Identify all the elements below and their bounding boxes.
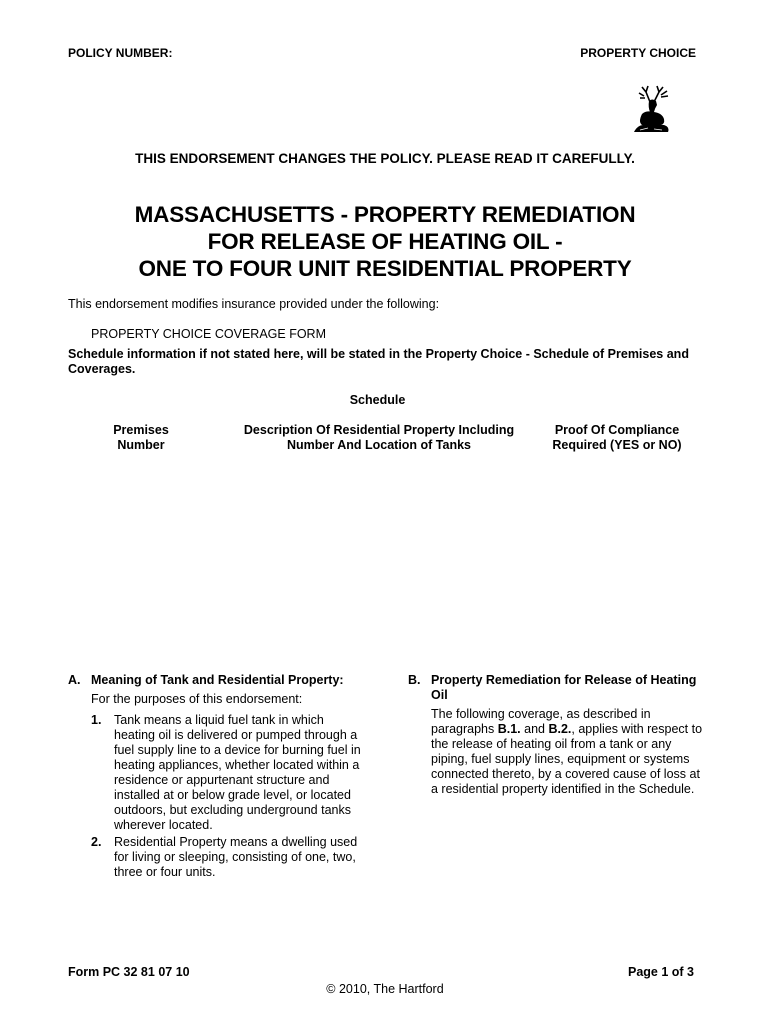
section-b-ref-b2: B.2. <box>548 722 572 736</box>
footer-page-number: Page 1 of 3 <box>628 965 694 979</box>
section-b-ref-b1: B.1. <box>497 722 521 736</box>
section-a-item-1-line: residence or appurtenant structure and <box>114 773 330 787</box>
coverage-form-name: PROPERTY CHOICE COVERAGE FORM <box>91 327 326 341</box>
schedule-col-description-line-1: Description Of Residential Property Including <box>243 423 515 437</box>
section-a-item-1-line: heating appliances, whether located within a <box>114 758 360 772</box>
section-b-line-refs <box>431 722 703 737</box>
section-b-line: a residential property identified in the Schedule. <box>431 782 695 796</box>
section-a-item-1-text <box>114 713 363 833</box>
section-a-item-2-line: three or four units. <box>114 865 216 879</box>
section-b-heading <box>431 673 703 703</box>
intro-text: This endorsement modifies insurance provided under the following: <box>68 297 440 311</box>
policy-number-label: POLICY NUMBER: <box>68 46 173 60</box>
schedule-col-premises-line-1: Premises <box>113 423 169 437</box>
schedule-col-description <box>229 423 529 453</box>
section-b-line: piping, fuel supply lines, equipment or systems <box>431 752 690 766</box>
schedule-info-line-1: Schedule information if not stated here, will be stated in the Property Choice - Schedule of Premises and <box>68 347 689 361</box>
schedule-col-premises <box>91 423 191 453</box>
footer-copyright: © 2010, The Hartford <box>326 982 444 996</box>
schedule-info-line-2: Coverages. <box>68 362 136 376</box>
section-b-heading-line-2: Oil <box>431 688 448 702</box>
section-b-line: connected thereto, by a covered cause of loss at <box>431 767 700 781</box>
schedule-col-proof-line-1: Proof Of Compliance <box>554 423 680 437</box>
section-a-item-1-line: wherever located. <box>114 818 213 832</box>
section-a-letter: A. <box>68 673 81 687</box>
section-a-item-2-number: 2. <box>91 835 102 849</box>
title-line-3: ONE TO FOUR UNIT RESIDENTIAL PROPERTY <box>138 256 632 281</box>
schedule-col-premises-line-2: Number <box>117 438 165 452</box>
section-b-line-and: and <box>520 722 549 736</box>
schedule-col-proof-line-2: Required (YES or NO) <box>552 438 682 452</box>
stag-logo-icon <box>628 84 674 134</box>
section-a-intro: For the purposes of this endorsement: <box>91 692 303 706</box>
section-a-item-2-line: for living or sleeping, consisting of one, two, <box>114 850 356 864</box>
section-b-line-prefix: paragraphs <box>431 722 498 736</box>
section-a-item-1-line: Tank means a liquid fuel tank in which <box>114 713 324 727</box>
schedule-heading: Schedule <box>349 393 406 407</box>
section-b-line: the release of heating oil from a tank or any <box>431 737 672 751</box>
section-a-item-1-line: heating oil is delivered or pumped through a <box>114 728 358 742</box>
section-a-item-1-number: 1. <box>91 713 102 727</box>
section-b-heading-line-1: Property Remediation for Release of Heating <box>431 673 697 687</box>
footer-form-number: Form PC 32 81 07 10 <box>68 965 190 979</box>
section-a-item-1-line: installed at or below grade level, or located <box>114 788 351 802</box>
section-b-line-suffix: , applies with respect to <box>571 722 703 736</box>
section-b-body <box>431 707 703 797</box>
section-b-line: The following coverage, as described in <box>431 707 651 721</box>
section-a-item-2-line: Residential Property means a dwelling used <box>114 835 358 849</box>
schedule-col-proof <box>542 423 692 453</box>
section-a-item-1-line: outdoors, but excluding underground tanks <box>114 803 351 817</box>
title-line-1: MASSACHUSETTS - PROPERTY REMEDIATION <box>134 202 636 227</box>
form-name: PROPERTY CHOICE <box>580 46 696 60</box>
section-a-item-1-line: fuel supply line to a device for burning fuel in <box>114 743 361 757</box>
section-a-heading: Meaning of Tank and Residential Property: <box>91 673 344 687</box>
schedule-col-description-line-2: Number And Location of Tanks <box>286 438 472 452</box>
endorsement-notice: THIS ENDORSEMENT CHANGES THE POLICY. PLEASE READ IT CAREFULLY. <box>135 151 635 166</box>
section-a-item-2-text <box>114 835 363 880</box>
section-b-letter: B. <box>408 673 421 687</box>
title-line-2: FOR RELEASE OF HEATING OIL - <box>207 229 563 254</box>
